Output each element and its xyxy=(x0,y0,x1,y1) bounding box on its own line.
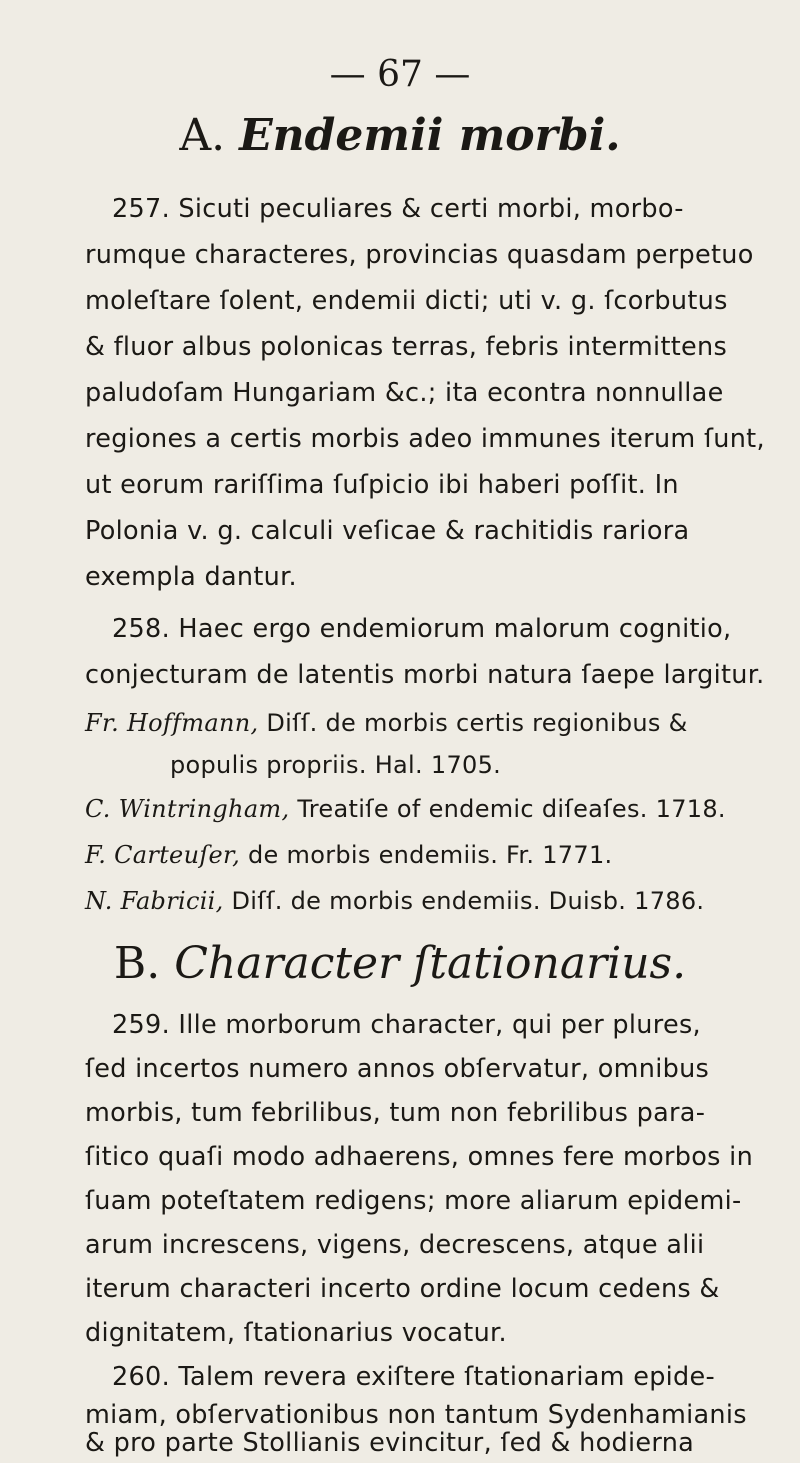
section-a-letter: A. xyxy=(179,110,226,161)
reference-author: C. Wintringham, xyxy=(85,795,290,823)
reference-text: Diſſ. de morbis endemiis. Duisb. 1786. xyxy=(223,887,705,915)
para-257-line: regiones a certis morbis adeo immunes iterum ſunt, xyxy=(85,424,765,454)
para-257-line: & fluor albus polonicas terras, febris intermittens xyxy=(85,332,728,362)
para-259-line: iterum characteri incerto ordine locum cedens & xyxy=(85,1274,720,1304)
reference-text: Treatiſe of endemic diſeaſes. 1718. xyxy=(289,795,726,823)
para-257-line: ut eorum rariſſima ſuſpicio ibi haberi poſſit. In xyxy=(85,470,679,500)
section-b-letter: B. xyxy=(113,938,161,989)
reference-entry xyxy=(85,884,705,918)
para-260-line: 260. Talem revera exiſtere ſtationariam epide- xyxy=(112,1362,716,1392)
section-a-heading xyxy=(0,110,800,161)
reference-author: Fr. Hoffmann, xyxy=(85,709,259,737)
para-259-line: morbis, tum febrilibus, tum non febrilibus para- xyxy=(85,1098,706,1128)
para-257-line: exempla dantur. xyxy=(85,562,297,592)
para-257-line: moleſtare ſolent, endemii dicti; uti v. g. ſcorbutus xyxy=(85,286,728,316)
para-258-line: conjecturam de latentis morbi natura ſaepe largitur. xyxy=(85,660,765,690)
para-259-line: ſitico quaſi modo adhaerens, omnes fere morbos in xyxy=(85,1142,754,1172)
reference-text: populis propriis. Hal. 1705. xyxy=(170,751,502,779)
reference-text: Diſſ. de morbis certis regionibus & xyxy=(258,709,688,737)
page-number: — 67 — xyxy=(329,54,471,95)
para-258-line: 258. Haec ergo endemiorum malorum cognitio, xyxy=(112,614,732,644)
section-b-title: Character ſtationarius. xyxy=(174,938,687,989)
para-257-line: paludoſam Hungariam &c.; ita econtra nonnullae xyxy=(85,378,724,408)
para-259-line: arum increscens, vigens, decrescens, atque alii xyxy=(85,1230,705,1260)
para-257-line: Polonia v. g. calculi veſicae & rachitidis rariora xyxy=(85,516,690,546)
para-259-line: ſuam poteſtatem redigens; more aliarum epidemi- xyxy=(85,1186,742,1216)
reference-entry xyxy=(170,748,790,782)
para-259-line: ſed incertos numero annos obſervatur, omnibus xyxy=(85,1054,710,1084)
reference-author: F. Carteuſer, xyxy=(85,841,241,869)
section-b-heading xyxy=(0,938,800,989)
para-259-line: dignitatem, ſtationarius vocatur. xyxy=(85,1318,507,1348)
reference-entry xyxy=(85,706,705,740)
para-257-line: 257. Sicuti peculiares & certi morbi, morbo- xyxy=(112,194,684,224)
para-260-line: & pro parte Stollianis evincitur, ſed & hodierna xyxy=(85,1428,695,1458)
para-257-line: rumque characteres, provincias quasdam perpetuo xyxy=(85,240,754,270)
reference-entry xyxy=(85,792,726,826)
reference-entry xyxy=(85,838,705,872)
para-260-line: miam, obſervationibus non tantum Sydenhamianis xyxy=(85,1400,747,1430)
reference-text: de morbis endemiis. Fr. 1771. xyxy=(240,841,613,869)
para-259-line: 259. Ille morborum character, qui per plures, xyxy=(112,1010,701,1040)
section-a-title: Endemii morbi. xyxy=(239,110,621,161)
reference-author: N. Fabricii, xyxy=(85,887,224,915)
